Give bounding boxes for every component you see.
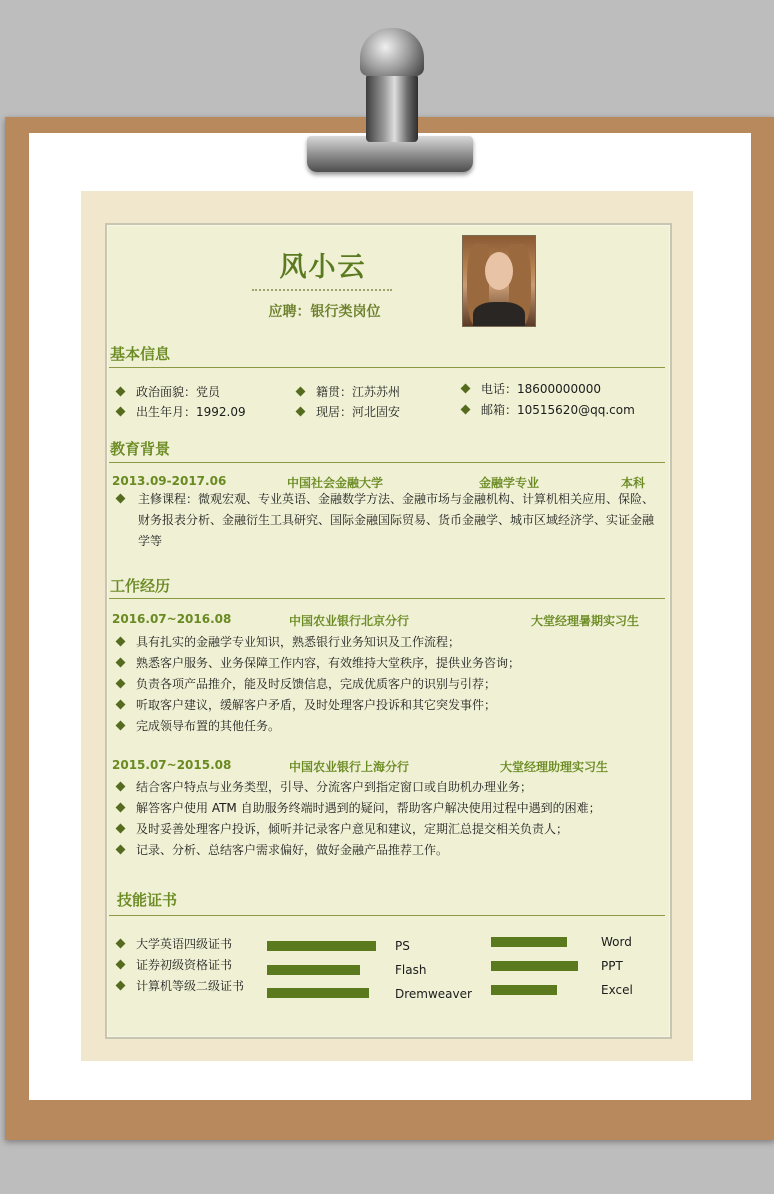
diamond-bullet-icon [116,845,126,855]
edu-major: 金融学专业 [479,476,540,490]
job-period: 2015.07~2015.08 [112,758,232,772]
edu-degree: 本科 [621,476,646,490]
section-divider [109,367,665,368]
section-divider [109,462,665,463]
resume-frame [81,191,693,1061]
skill-bar-ps [267,941,376,951]
skill-name: Excel [601,983,633,997]
skill-name: PS [395,939,410,953]
cert-item: 计算机等级二级证书 [117,977,244,994]
info-item: 邮箱：10515620@qq.com [462,401,635,418]
edu-school: 中国社会金融大学 [287,476,384,490]
job-duty: 听取客户建议，缓解客户矛盾，及时处理客户投诉和其它突发事件； [117,696,496,713]
info-item: 籍贯：江苏苏州 [297,383,400,400]
diamond-bullet-icon [116,637,126,647]
diamond-bullet-icon [116,803,126,813]
info-item: 电话：18600000000 [462,380,601,397]
info-item: 出生年月：1992.09 [117,403,246,420]
job-company: 中国农业银行北京分行 [289,614,410,628]
info-item: 现居：河北固安 [297,403,400,420]
paper [29,133,751,1100]
job-role: 大堂经理暑期实习生 [531,614,640,628]
section-divider [109,598,665,599]
diamond-bullet-icon [116,939,126,949]
diamond-bullet-icon [116,700,126,710]
diamond-bullet-icon [461,405,471,415]
diamond-bullet-icon [296,387,306,397]
name-divider [252,289,392,291]
diamond-bullet-icon [116,407,126,417]
diamond-bullet-icon [116,981,126,991]
section-title-work: 工作经历 [110,577,171,595]
diamond-bullet-icon [116,679,126,689]
job-company: 中国农业银行上海分行 [289,760,410,774]
skill-name: Word [601,935,632,949]
section-title-skills: 技能证书 [117,891,178,909]
diamond-bullet-icon [116,721,126,731]
job-duty: 记录、分析、总结客户需求偏好，做好金融产品推荐工作。 [117,841,448,858]
job-period: 2016.07~2016.08 [112,612,232,626]
resume-sheet [105,223,672,1039]
skill-bar-dremweaver [267,988,369,998]
diamond-bullet-icon [116,960,126,970]
skill-name: PPT [601,959,623,973]
job-duty: 解答客户使用 ATM 自助服务终端时遇到的疑问，帮助客户解决使用过程中遇到的困难； [117,799,601,816]
job-duty: 完成领导布置的其他任务。 [117,717,280,734]
diamond-bullet-icon [461,384,471,394]
applicant-name: 风小云 [279,252,367,283]
diamond-bullet-icon [116,824,126,834]
job-role: 大堂经理助理实习生 [500,760,609,774]
diamond-bullet-icon [116,387,126,397]
cert-item: 大学英语四级证书 [117,935,232,952]
job-duty: 结合客户特点与业务类型，引导、分流客户到指定窗口或自助机办理业务； [117,778,532,795]
skill-bar-excel [491,985,557,995]
skill-bar-word [491,937,567,947]
diamond-bullet-icon [116,494,126,504]
section-title-education: 教育背景 [110,440,171,458]
section-divider [109,915,665,916]
skill-bar-flash [267,965,360,975]
profile-photo [462,235,536,327]
skill-name: Dremweaver [395,987,472,1001]
edu-period: 2013.09-2017.06 [112,474,227,488]
job-duty: 具有扎实的金融学专业知识，熟悉银行业务知识及工作流程； [117,633,460,650]
binder-clip-ring [360,28,424,76]
diamond-bullet-icon [116,782,126,792]
diamond-bullet-icon [116,658,126,668]
job-duty: 及时妥善处理客户投诉，倾听并记录客户意见和建议，定期汇总提交相关负责人； [117,820,568,837]
skill-name: Flash [395,963,427,977]
binder-clip-lever [366,74,418,142]
applied-position: 应聘：银行类岗位 [268,304,381,320]
info-item: 政治面貌：党员 [117,383,220,400]
diamond-bullet-icon [296,407,306,417]
section-title-basic: 基本信息 [110,345,171,363]
edu-courses: 主修课程：微观宏观、专业英语、金融数学方法、金融市场与金融机构、计算机相关应用、保险、财务报表分析、金融衍生工具研究、国际金融国际贸易、货币金融学、城市区域经济学、实证金融学等 [117,489,665,552]
skill-bar-ppt [491,961,578,971]
clipboard-board [5,117,774,1140]
job-duty: 负责各项产品推介，能及时反馈信息，完成优质客户的识别与引荐； [117,675,496,692]
job-duty: 熟悉客户服务、业务保障工作内容，有效维持大堂秩序，提供业务咨询； [117,654,520,671]
cert-item: 证券初级资格证书 [117,956,232,973]
